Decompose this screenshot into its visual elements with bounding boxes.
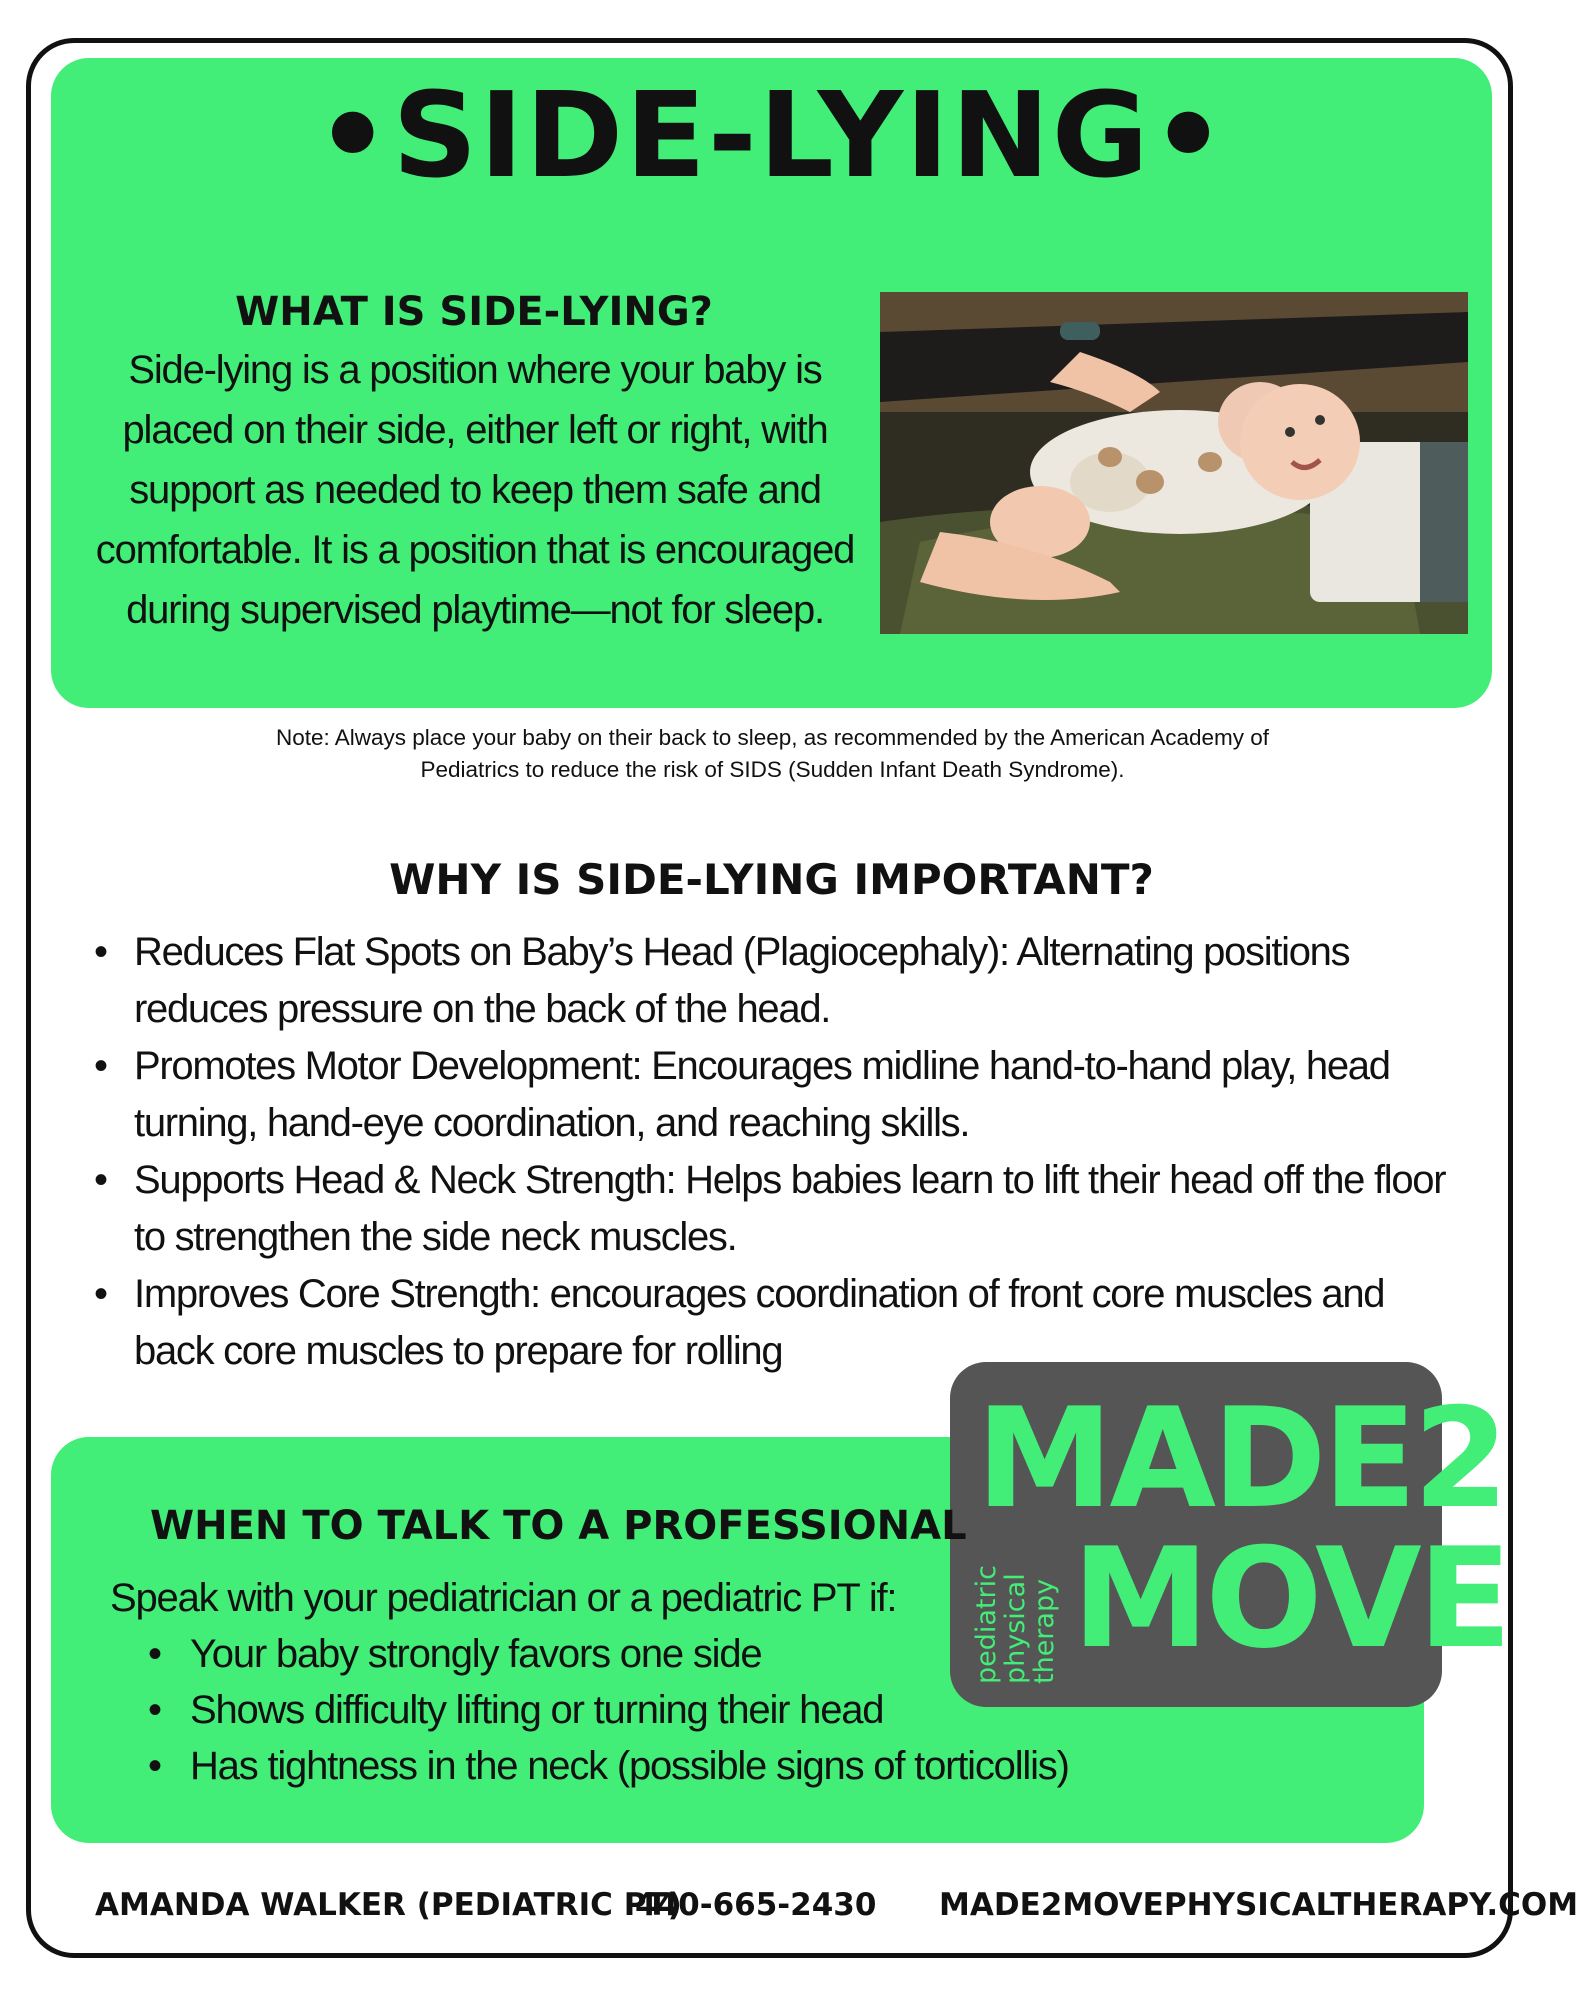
when-heading: WHEN TO TALK TO A PROFESSIONAL: [150, 1503, 967, 1549]
logo-tagline-2: physical: [1000, 1573, 1031, 1684]
list-item: • Improves Core Strength: encourages coordination of front core muscles and back core muscles to prepare for rolling: [94, 1266, 1454, 1380]
when-intro: Speak with your pediatrician or a pediatric PT if:: [110, 1576, 897, 1620]
list-item: • Shows difficulty lifting or turning their head: [148, 1682, 1069, 1738]
safety-note-line-2: Pediatrics to reduce the risk of SIDS (Sudden Infant Death Syndrome).: [420, 757, 1125, 782]
safety-note-line-1: Note: Always place your baby on their back to sleep, as recommended by the American Academy of: [275, 725, 1270, 750]
baby-side-lying-photo: [880, 292, 1468, 634]
footer-phone: 440-665-2430: [635, 1887, 877, 1923]
list-item: • Reduces Flat Spots on Baby’s Head (Plagiocephaly): Alternating positions reduces pressure on the back of the head.: [94, 924, 1454, 1038]
page-title: •SIDE-LYING•: [314, 66, 1229, 204]
safety-note: [160, 722, 1385, 786]
logo-tagline-3: therapy: [1029, 1578, 1060, 1684]
footer-name: AMANDA WALKER (PEDIATRIC PT): [95, 1887, 682, 1923]
footer: [51, 1880, 1578, 1930]
list-item: • Has tightness in the neck (possible signs of torticollis): [148, 1738, 1069, 1794]
baby-photo-illustration: [880, 292, 1468, 634]
list-item: • Promotes Motor Development: Encourages midline hand-to-hand play, head turning, hand-eye coordination, and reaching skills.: [94, 1038, 1454, 1152]
logo-tagline-1: pediatric: [971, 1565, 1002, 1684]
what-heading: WHAT IS SIDE-LYING?: [235, 289, 713, 335]
why-heading: WHY IS SIDE-LYING IMPORTANT?: [389, 855, 1154, 904]
logo-line-made2: MADE2: [976, 1378, 1505, 1539]
what-body: Side-lying is a position where your baby is placed on their side, either left or right, with support as needed to keep them safe and comfortable. It is a position that is encouraged during supervised playtime—not for sleep.: [95, 348, 855, 632]
when-list: [148, 1626, 1069, 1794]
list-item: • Your baby strongly favors one side: [148, 1626, 1069, 1682]
list-item: • Supports Head & Neck Strength: Helps babies learn to lift their head off the floor to strengthen the side neck muscles.: [94, 1152, 1454, 1266]
why-list: [94, 924, 1454, 1380]
logo-line-move: MOVE: [1072, 1518, 1509, 1679]
footer-website: MADE2MOVEPHYSICALTHERAPY.COM: [939, 1887, 1578, 1923]
